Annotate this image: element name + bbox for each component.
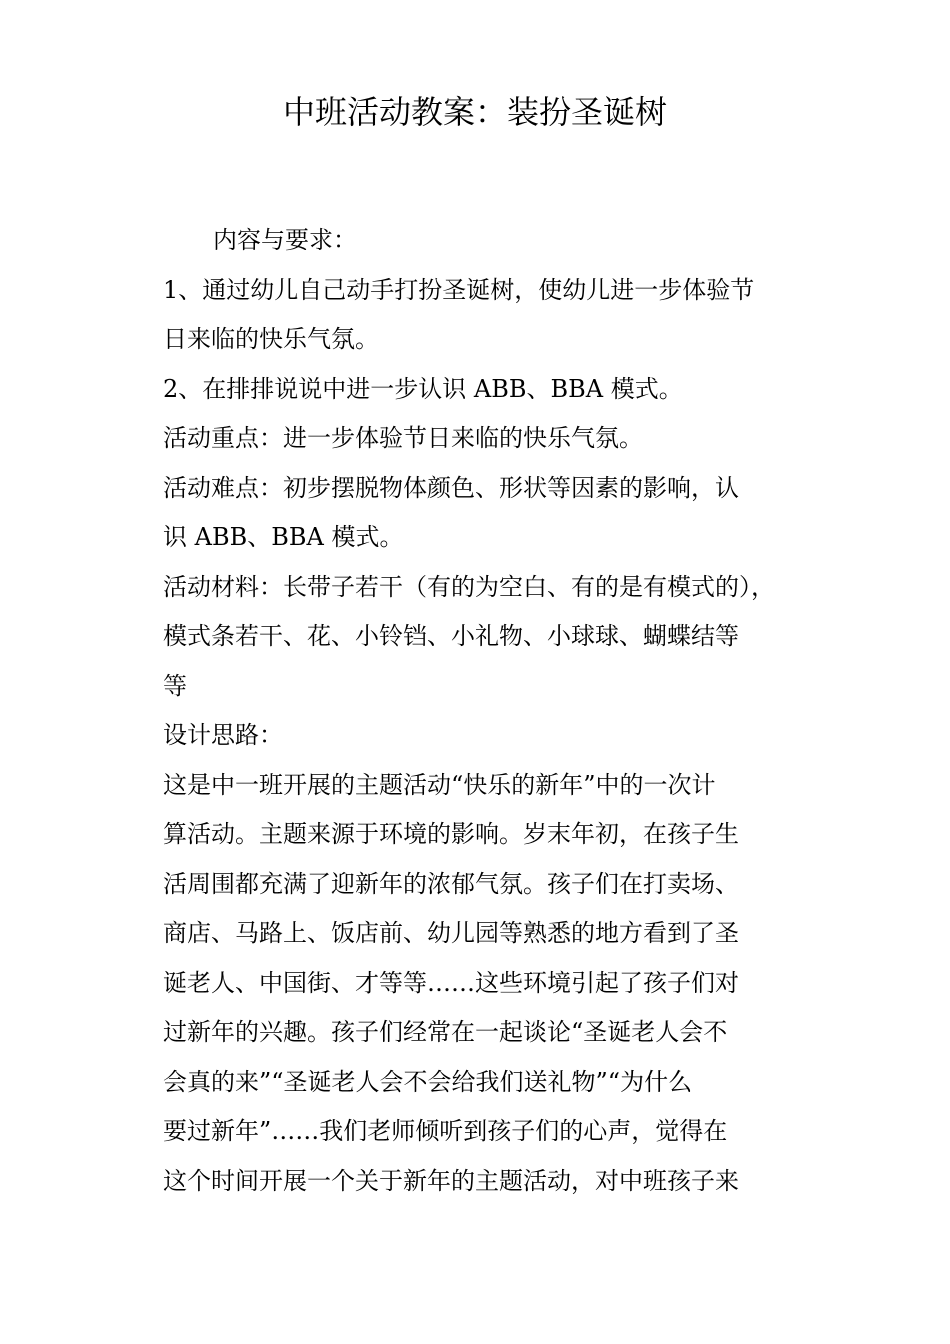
paragraph-line: 这个时间开展一个关于新年的主题活动，对中班孩子来 bbox=[163, 1166, 739, 1195]
paragraph-line: 活动重点：进一步体验节日来临的快乐气氛。 bbox=[163, 424, 643, 452]
paragraph-line: 识 ABB、BBA 模式。 bbox=[163, 523, 404, 551]
paragraph-line: 2、在排排说说中进一步认识 ABB、BBA 模式。 bbox=[163, 374, 683, 403]
paragraph-line: 活周围都充满了迎新年的浓郁气氛。孩子们在打卖场、 bbox=[163, 869, 739, 898]
section-heading-content: 内容与要求： bbox=[213, 226, 357, 254]
paragraph-line: 等 bbox=[163, 671, 187, 700]
paragraph-line: 诞老人、中国街、才等等……这些环境引起了孩子们对 bbox=[163, 968, 739, 997]
paragraph-line: 要过新年”……我们老师倾听到孩子们的心声，觉得在 bbox=[163, 1117, 728, 1145]
paragraph-line: 日来临的快乐气氛。 bbox=[163, 325, 379, 353]
document-title: 中班活动教案：装扮圣诞树 bbox=[282, 93, 667, 131]
section-heading-design: 设计思路： bbox=[163, 721, 283, 749]
paragraph-line: 1、通过幼儿自己动手打扮圣诞树，使幼儿进一步体验节 bbox=[163, 275, 755, 304]
document-body bbox=[163, 216, 823, 1206]
paragraph-line: 模式条若干、花、小铃铛、小礼物、小球球、蝴蝶结等 bbox=[163, 622, 739, 650]
paragraph-line: 过新年的兴趣。孩子们经常在一起谈论“圣诞老人会不 bbox=[163, 1018, 728, 1046]
paragraph-line: 活动材料：长带子若干（有的为空白、有的是有模式的）， bbox=[163, 572, 775, 601]
paragraph-line: 算活动。主题来源于环境的影响。岁末年初，在孩子生 bbox=[163, 820, 739, 848]
paragraph-line: 会真的来”“圣诞老人会不会给我们送礼物”“为什么 bbox=[163, 1067, 693, 1096]
paragraph-line: 这是中一班开展的主题活动“快乐的新年”中的一次计 bbox=[163, 770, 716, 799]
paragraph-line: 活动难点：初步摆脱物体颜色、形状等因素的影响，认 bbox=[163, 473, 739, 502]
paragraph-line: 商店、马路上、饭店前、幼儿园等熟悉的地方看到了圣 bbox=[163, 919, 739, 947]
